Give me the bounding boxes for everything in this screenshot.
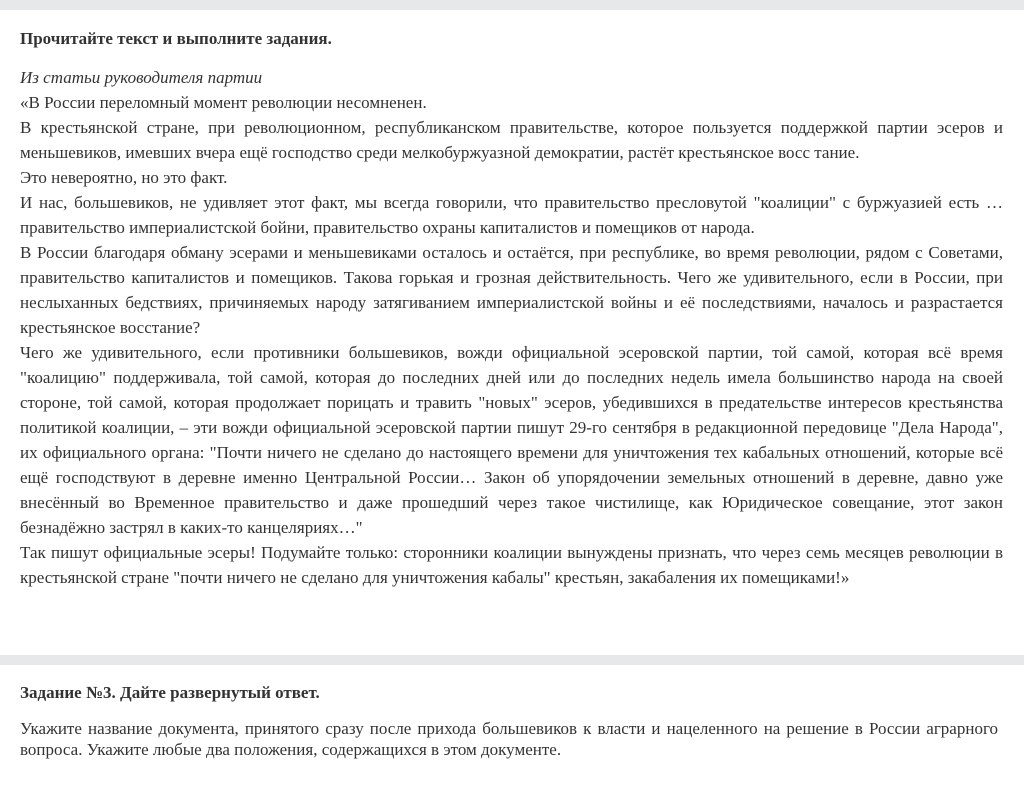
text-paragraph-3: Это невероятно, но это факт. <box>20 168 228 187</box>
task-heading: Задание №3. Дайте развернутый ответ. <box>20 683 320 702</box>
text-paragraph-1: «В России переломный момент революции несомненен. <box>20 93 427 112</box>
source-caption: Из статьи руководителя партии <box>20 68 263 87</box>
task-question-text: Укажите название документа, принятого сразу после прихода большевиков к власти и нацеленного на решение в России аграрного вопроса. Укажите любые два положения, содержащихся в этом документе. <box>20 719 998 759</box>
task-question <box>20 718 998 760</box>
text-paragraph-7: Так пишут официальные эсеры! Подумайте только: сторонники коалиции вынуждены признать, что через семь месяцев революции в крестьянской стране "почти ничего не сделано для уничтожения кабалы" крестьян, закабаления их помещиками!» <box>20 543 1003 587</box>
text-paragraph-6: Чего же удивительного, если противники большевиков, вожди официальной эсеровской партии, той самой, которая всё время "коалицию" поддерживала, той самой, которая до последних дней или до последних недель имела большинство народа на своей стороне, той самой, которая продолжает порицать и травить "новых" эсеров, убедившихся в предательстве интересов крестьянства политикой коалиции, – эти вожди официальной эсеровской партии пишут 29-го сентября в редакционной передовице "Дела Народа", их официального органа: "Почти ничего не сделано до настоящего времени для уничтожения тех кабальных отношений, которые всё ещё господствуют в деревне именно Центральной России… Закон об упорядочении земельных отношений в деревне, давно уже внесённый во Временное правительство и даже прошедший через такое чистилище, как Юридическое совещание, этот закон безнадёжно застрял в каких-то канцеляриях…" <box>20 343 1003 537</box>
task-panel <box>0 665 1024 795</box>
text-paragraph-4: И нас, большевиков, не удивляет этот факт, мы всегда говорили, что правительство пресловутой "коалиции" с буржуазией есть …правительство империалистской бойни, правительство охраны капиталистов и помещиков от народа. <box>20 193 1003 237</box>
reading-panel <box>0 10 1024 655</box>
source-text <box>20 90 1003 590</box>
reading-heading: Прочитайте текст и выполните задания. <box>20 29 332 48</box>
text-paragraph-5: В России благодаря обману эсерами и меньшевиками осталось и остаётся, при республике, во время революции, рядом с Советами, правительство капиталистов и помещиков. Такова горькая и грозная действительность. Чего же удивительного, если в России, при неслыханных бедствиях, причиняемых народу затягиванием империалистской войны и её последствиями, началось и разрастается крестьянское восстание? <box>20 243 1003 337</box>
text-paragraph-2: В крестьянской стране, при революционном, республиканском правительстве, которое пользуется поддержкой партии эсеров и меньшевиков, имевших вчера ещё господство среди мелкобуржуазной демократии, растёт крестьянское восс тание. <box>20 118 1003 162</box>
